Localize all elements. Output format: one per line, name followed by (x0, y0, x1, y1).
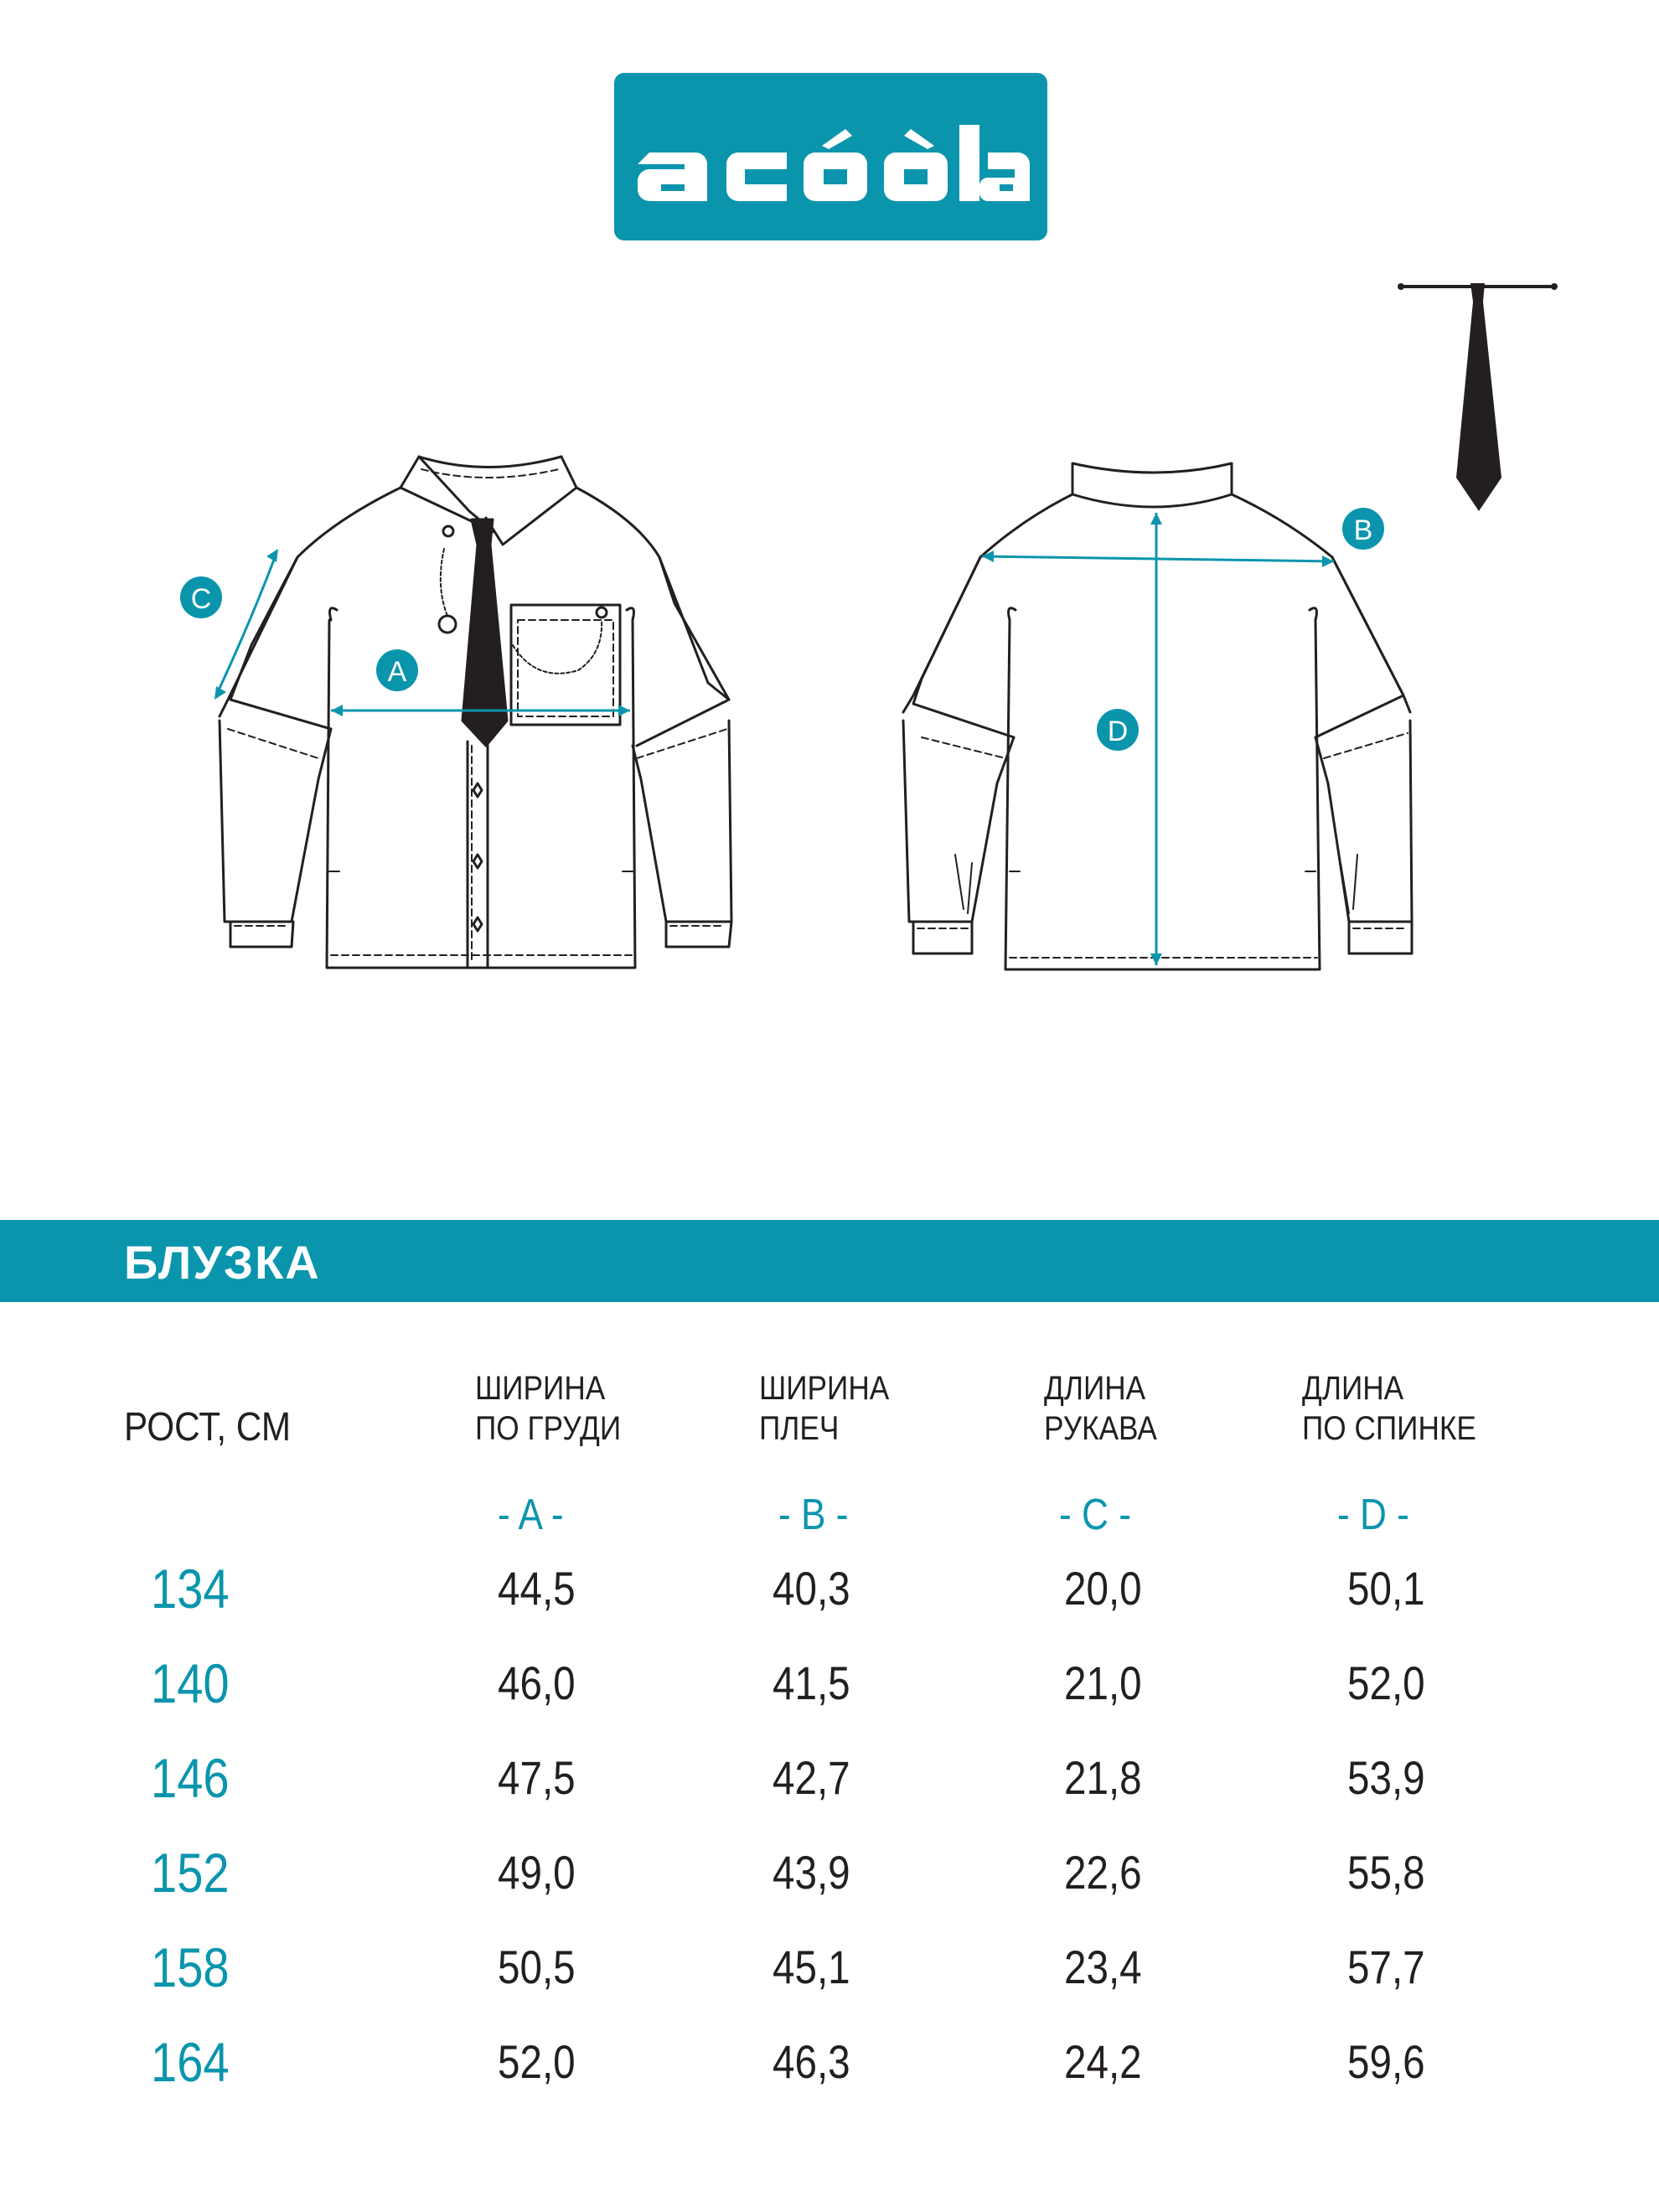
cell-chest: 52,0 (498, 2035, 576, 2088)
column-header-line: РУКАВА (1044, 1410, 1157, 1447)
cell-back-length: 57,7 (1347, 1941, 1425, 1993)
cell-shoulders: 45,1 (773, 1941, 850, 1993)
marker-c (180, 576, 222, 618)
cell-shoulders: 40,3 (773, 1562, 850, 1615)
cell-back-length: 52,0 (1347, 1656, 1425, 1709)
cell-back-length: 50,1 (1347, 1562, 1425, 1615)
table-row (0, 2030, 1659, 2097)
brand-logo (614, 73, 1047, 240)
table-row (0, 1746, 1659, 1813)
cell-sleeve: 20,0 (1064, 1562, 1142, 1615)
column-letter-b: - B - (778, 1491, 849, 1539)
table-row (0, 1936, 1659, 2003)
marker-b-label: B (1353, 514, 1373, 546)
cell-shoulders: 41,5 (773, 1656, 850, 1709)
garment-diagram (0, 251, 1659, 1005)
marker-c-label: C (190, 583, 212, 615)
cell-sleeve: 23,4 (1064, 1941, 1142, 1993)
column-header-line: ШИРИНА (475, 1370, 606, 1407)
marker-d (1097, 709, 1139, 751)
column-header-line: ПЛЕЧ (759, 1410, 840, 1447)
column-header-line: ДЛИНА (1302, 1370, 1404, 1407)
section-band (0, 1220, 1659, 1302)
marker-a-label: A (387, 656, 407, 688)
column-header-line: ПО СПИНКЕ (1302, 1410, 1476, 1447)
marker-a (376, 649, 418, 691)
cell-shoulders: 43,9 (773, 1846, 850, 1899)
cell-chest: 49,0 (498, 1846, 576, 1899)
acoola-logo-icon (614, 73, 1047, 240)
column-header-chest (475, 1368, 621, 1449)
column-letter-c: - C - (1059, 1491, 1131, 1539)
column-header-line: ДЛИНА (1044, 1370, 1146, 1407)
height-value: 134 (151, 1558, 230, 1620)
cell-shoulders: 46,3 (773, 2035, 850, 2088)
height-value: 140 (151, 1652, 230, 1714)
height-value: 164 (151, 2031, 230, 2093)
cell-back-length: 55,8 (1347, 1846, 1425, 1899)
height-value: 152 (151, 1842, 230, 1904)
column-letter-d: - D - (1337, 1491, 1409, 1539)
cell-chest: 50,5 (498, 1941, 576, 1993)
section-title: БЛУЗКА (124, 1236, 321, 1289)
column-header-back-length (1302, 1368, 1476, 1449)
cell-shoulders: 42,7 (773, 1751, 850, 1804)
tie-illustration (1398, 283, 1558, 511)
cell-sleeve: 22,6 (1064, 1846, 1142, 1899)
marker-d-label: D (1107, 716, 1129, 747)
cell-sleeve: 21,0 (1064, 1656, 1142, 1709)
cell-sleeve: 24,2 (1064, 2035, 1142, 2088)
height-value: 146 (151, 1747, 230, 1809)
cell-back-length: 53,9 (1347, 1751, 1425, 1804)
column-header-shoulders (759, 1368, 889, 1449)
table-row (0, 1651, 1659, 1718)
table-row (0, 1557, 1659, 1624)
cell-sleeve: 21,8 (1064, 1751, 1142, 1804)
column-header-line: ШИРИНА (759, 1370, 890, 1407)
cell-back-length: 59,6 (1347, 2035, 1425, 2088)
table-row (0, 1841, 1659, 1908)
height-value: 158 (151, 1936, 230, 1998)
cell-chest: 46,0 (498, 1656, 576, 1709)
column-header-line: ПО ГРУДИ (475, 1410, 622, 1447)
cell-chest: 47,5 (498, 1751, 576, 1804)
row-header: РОСТ, СМ (124, 1405, 292, 1450)
cell-chest: 44,5 (498, 1562, 576, 1615)
column-header-sleeve (1044, 1368, 1157, 1449)
marker-b (1342, 508, 1384, 550)
column-letter-a: - A - (498, 1491, 564, 1539)
